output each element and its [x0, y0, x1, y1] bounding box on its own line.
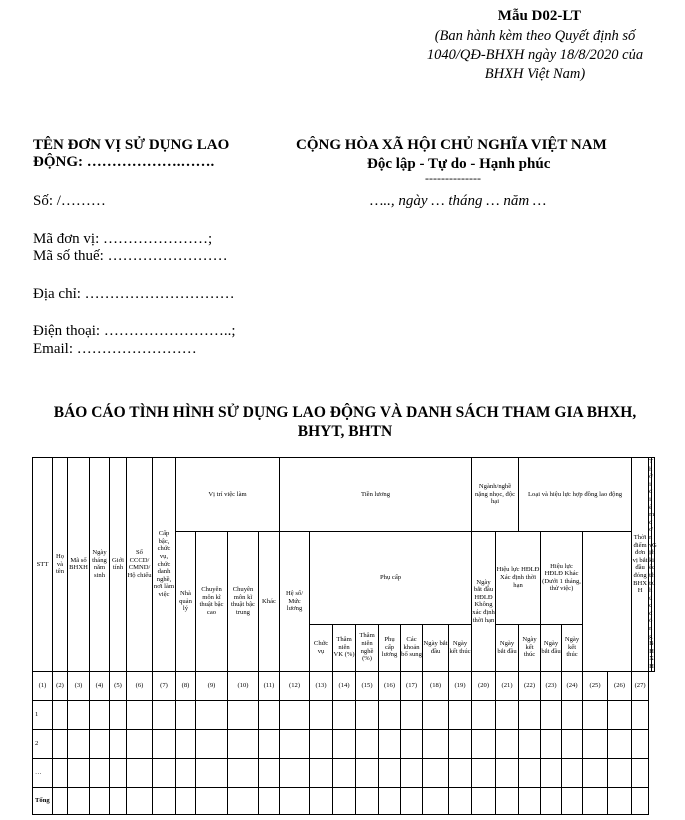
col-number: (12) — [280, 671, 310, 700]
report-title-line-1: BÁO CÁO TÌNH HÌNH SỬ DỤNG LAO ĐỘNG VÀ DANH SÁCH THAM GIA BHXH, — [53, 404, 637, 421]
table-row — [33, 700, 655, 729]
col-number: (20) — [472, 671, 496, 700]
employee-table — [32, 457, 655, 815]
col-number: (16) — [379, 671, 401, 700]
report-title — [20, 403, 670, 441]
row-label: 1 — [33, 700, 53, 729]
header-note: Ghi chú — [652, 458, 655, 672]
col-number: (21) — [496, 671, 519, 700]
header-tech-mid: Chuyên môn kĩ thuật bậc trung — [228, 532, 259, 672]
national-motto: Độc lập - Tự do - Hạnh phúc — [367, 156, 551, 172]
col-number: (1) — [33, 671, 53, 700]
col-number: (23) — [541, 671, 562, 700]
header-dob: Ngày tháng năm sinh — [90, 458, 110, 672]
header-indef: Ngày bắt đầu HĐLĐ Không xác định thời hạn — [472, 532, 496, 672]
phone: Điện thoại: ……………………..; — [33, 323, 236, 339]
header-fixed: Hiệu lực HĐLĐ Xác định thời hạn — [496, 532, 541, 625]
header-seniority-vk: Thâm niên VK (%) — [333, 624, 356, 671]
header-short-start: Ngày bắt đầu — [541, 624, 562, 671]
header-position-allow: Chức vụ — [310, 624, 333, 671]
header-name: Họ và tên — [53, 458, 68, 672]
col-number: (25) — [583, 671, 608, 700]
header-gender: Giới tính — [110, 458, 127, 672]
col-number: (11) — [259, 671, 280, 700]
col-number: (5) — [110, 671, 127, 700]
employer-name-line-2: ĐỘNG: ……………….……. — [33, 154, 215, 170]
unit-code: Mã đơn vị: …………………; — [33, 231, 213, 247]
email: Email: …………………… — [33, 341, 197, 357]
header-seniority-job: Thâm niên nghề (%) — [356, 624, 379, 671]
col-number: (10) — [228, 671, 259, 700]
col-number: (2) — [53, 671, 68, 700]
report-title-line-2: BHYT, BHTN — [297, 423, 393, 440]
header-manager: Nhà quản lý — [176, 532, 196, 672]
header-fixed-start: Ngày bắt đầu — [496, 624, 519, 671]
header-hazard: Ngành/nghề nặng nhọc, độc hại — [472, 458, 519, 532]
header-contract: Loại và hiệu lực hợp đồng lao động — [519, 458, 632, 532]
header-rank: Cấp bậc, chức vụ, chức danh nghề, nơi làm việc — [153, 458, 176, 672]
header-allowance: Phụ cấp — [310, 532, 472, 625]
header-tech-high: Chuyên môn kĩ thuật bậc cao — [196, 532, 228, 672]
header-other: Khác — [259, 532, 280, 672]
col-number: (19) — [449, 671, 472, 700]
col-number: (17) — [401, 671, 423, 700]
document-number: Số: /……… — [33, 193, 106, 209]
document-date: ….., ngày … tháng … năm … — [370, 193, 547, 209]
row-label-total: Tổng — [33, 787, 53, 814]
header-hazard-end: Ngày kết thúc — [449, 624, 472, 671]
col-number: (3) — [68, 671, 90, 700]
regulation-line-1: (Ban hành kèm theo Quyết định số — [434, 28, 636, 44]
col-number: (9) — [196, 671, 228, 700]
col-number: (18) — [423, 671, 449, 700]
total-row — [33, 787, 655, 814]
header-short-end: Ngày kết thúc — [562, 624, 583, 671]
header-id: Số CCCD/ CMND/ Hộ chiếu — [127, 458, 153, 672]
col-number: (7) — [153, 671, 176, 700]
header-ss-number: Mã số BHXH — [68, 458, 90, 672]
header-salary-allow: Phụ cấp lương — [379, 624, 401, 671]
header-hazard-start: Ngày bắt đầu — [423, 624, 449, 671]
header-ins-start: Thời điểm đơn vị bắt đầu đóng BHXH — [632, 458, 649, 672]
table-row — [33, 758, 655, 787]
motto-rule: -------------- — [425, 171, 481, 185]
header-job-position: Vị trí việc làm — [176, 458, 280, 532]
table-row — [33, 729, 655, 758]
employer-name-line-1: TÊN ĐƠN VỊ SỬ DỤNG LAO — [33, 137, 230, 153]
national-title: CỘNG HÒA XÃ HỘI CHỦ NGHĨA VIỆT NAM — [296, 137, 607, 153]
col-number: (4) — [90, 671, 110, 700]
header-fixed-end: Ngày kết thúc — [519, 624, 541, 671]
col-number: (24) — [562, 671, 583, 700]
col-number: (6) — [127, 671, 153, 700]
regulation-line-3: BHXH Việt Nam) — [484, 66, 586, 82]
header-ins-end: Thời điểm đơn vị kết thúc đóng BHXH — [649, 458, 655, 671]
col-number: (15) — [356, 671, 379, 700]
col-number: (26) — [608, 671, 632, 700]
row-label: … — [33, 758, 53, 787]
regulation-line-2: 1040/QĐ-BHXH ngày 18/8/2020 của — [426, 47, 644, 63]
header-short: Hiệu lực HĐLĐ Khác (Dưới 1 tháng, thử việc) — [541, 532, 583, 625]
header-coef: Hệ số/ Mức lương — [280, 532, 310, 672]
col-number: (14) — [333, 671, 356, 700]
col-number: (8) — [176, 671, 196, 700]
tax-code: Mã số thuế: …………………… — [33, 248, 228, 264]
col-number: (27) — [632, 671, 649, 700]
header-stt: STT — [33, 458, 53, 672]
row-label: 2 — [33, 729, 53, 758]
header-extra: Các khoản bổ sung — [401, 624, 423, 671]
address: Địa chỉ: ………………………… — [33, 286, 235, 302]
header-salary: Tiền lương — [280, 458, 472, 532]
col-number: (22) — [519, 671, 541, 700]
col-number: (13) — [310, 671, 333, 700]
form-code: Mẫu D02-LT — [497, 8, 581, 24]
